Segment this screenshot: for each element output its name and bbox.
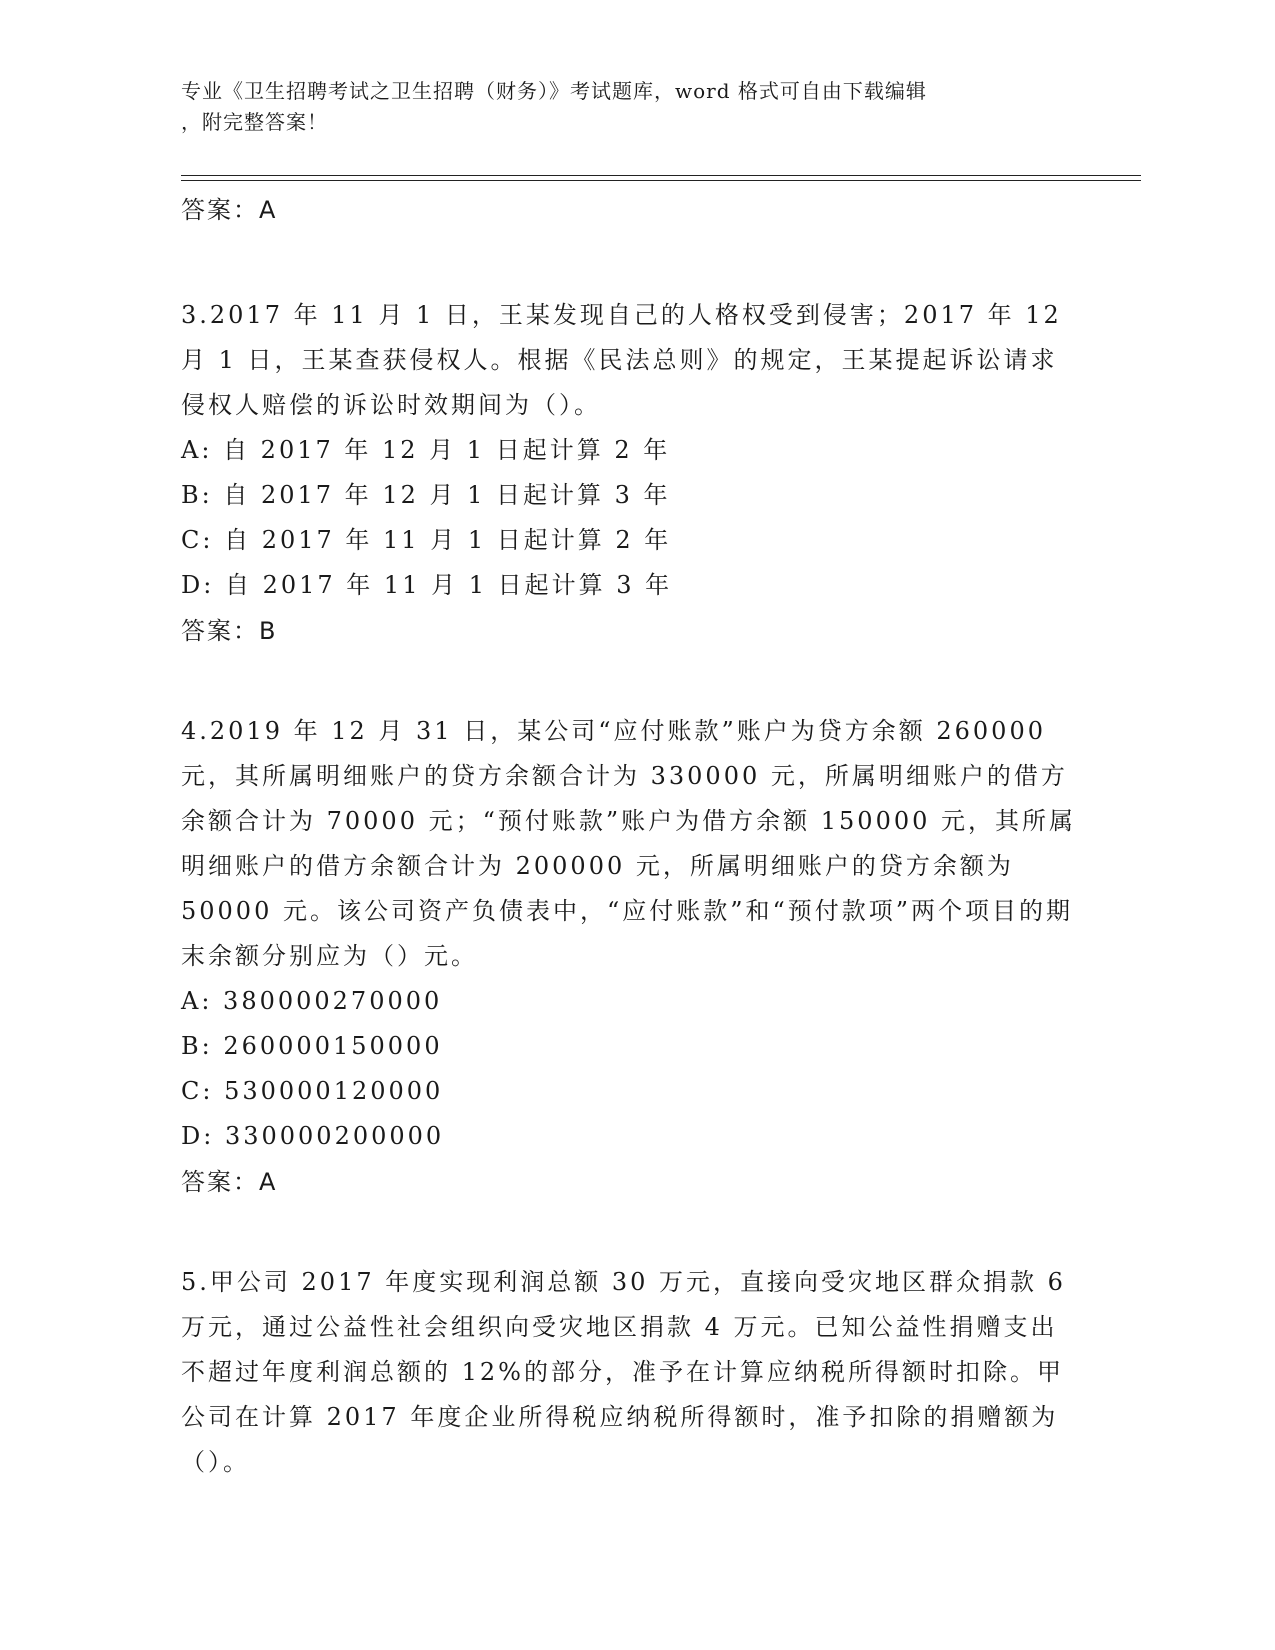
option-b: B: 260000150000 <box>181 1032 443 1060</box>
header-line-2: ，附完整答案！ <box>181 110 328 134</box>
option-d: D: 330000200000 <box>181 1122 445 1150</box>
option-d: D: 自 2017 年 11 月 1 日起计算 3 年 <box>181 571 673 599</box>
option-c: C: 自 2017 年 11 月 1 日起计算 2 年 <box>181 526 672 554</box>
question-list <box>181 187 1081 1485</box>
header-line-1: 专业《卫生招聘考试之卫生招聘（财务）》考试题库，word 格式可自由下载编辑 <box>181 79 927 103</box>
question-5 <box>181 1260 1081 1485</box>
question-3 <box>181 293 1081 654</box>
header-divider-top <box>181 175 1141 176</box>
option-b: B: 自 2017 年 12 月 1 日起计算 3 年 <box>181 481 671 509</box>
question-4 <box>181 709 1081 1205</box>
previous-answer: 答案：A <box>181 196 278 224</box>
option-a: A: 自 2017 年 12 月 1 日起计算 2 年 <box>181 436 671 464</box>
page-header <box>181 76 1061 138</box>
option-a: A: 380000270000 <box>181 987 443 1015</box>
question-stem: 5.甲公司 2017 年度实现利润总额 30 万元，直接向受灾地区群众捐款 6 万元，通过公益性社会组织向受灾地区捐款 4 万元。已知公益性捐赠支出不超过年度利润总额的 12%的部分，准予在计算应纳税所得额时扣除。甲公司在计算 2017 年度企业所得税应纳税所得额时，准予扣除的捐赠额为（）。 <box>181 1268 1066 1476</box>
option-c: C: 530000120000 <box>181 1077 444 1105</box>
question-answer: 答案：A <box>181 1168 278 1196</box>
question-stem: 3.2017 年 11 月 1 日，王某发现自己的人格权受到侵害；2017 年 12 月 1 日，王某查获侵权人。根据《民法总则》的规定，王某提起诉讼请求侵权人赔偿的诉讼时效期间为（）。 <box>181 301 1062 419</box>
question-stem: 4.2019 年 12 月 31 日，某公司“应付账款”账户为贷方余额 260000 元，其所属明细账户的贷方余额合计为 330000 元，所属明细账户的借方余额合计为 70000 元；“预付账款”账户为借方余额 150000 元，其所属明细账户的借方余额合计为 200000 元，所属明细账户的贷方余额为 50000 元。该公司资产负债表中，“应付账款”和“预付款项”两个项目的期末余额分别应为（）元。 <box>181 717 1077 970</box>
header-divider-bottom <box>181 180 1141 181</box>
question-answer: 答案：B <box>181 617 278 645</box>
